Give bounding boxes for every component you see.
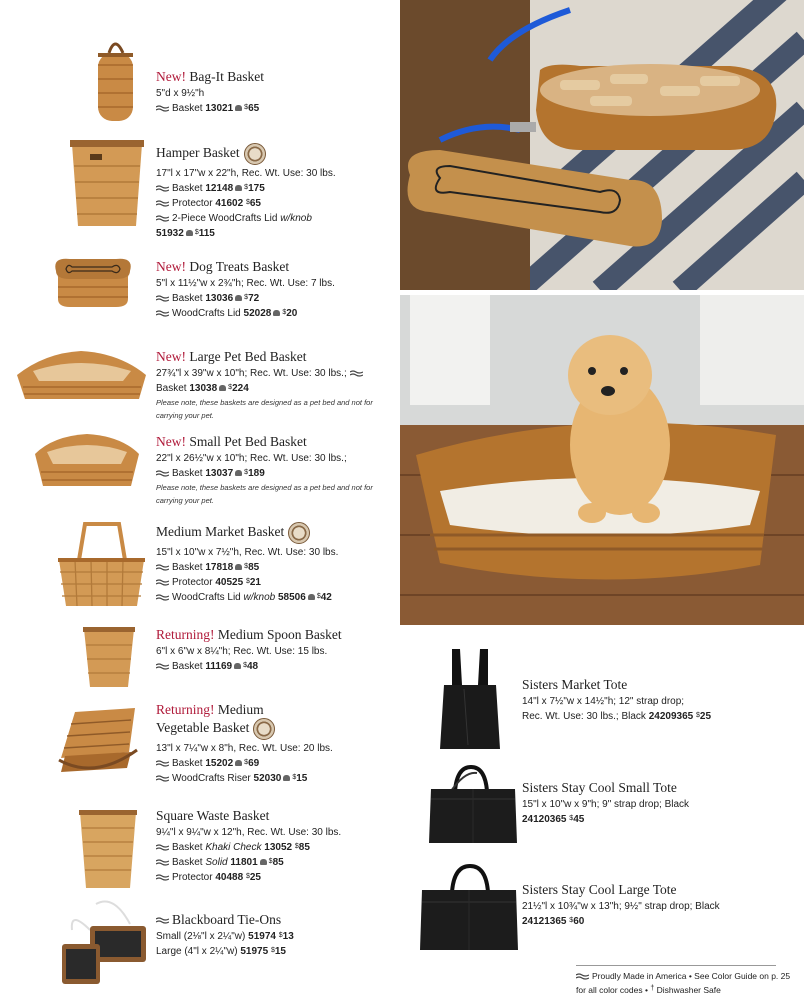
item-code: 58506 xyxy=(278,592,306,603)
seal-icon xyxy=(253,718,275,740)
medium-vegetable-basket-block xyxy=(156,702,333,786)
currency-symbol: $ xyxy=(245,199,250,206)
tote-title: Sisters Stay Cool Small Tote xyxy=(522,780,677,795)
small-pet-bed-basket-block xyxy=(156,434,396,507)
medium-vegetable-basket-image xyxy=(55,702,141,778)
item-code: 13052 xyxy=(264,842,293,853)
item-code: 13036 xyxy=(205,293,234,304)
item-code: 13021 xyxy=(205,103,234,114)
item-code: 13038 xyxy=(189,383,218,394)
item-line xyxy=(156,226,336,241)
tote-details-line2: 24121365 $60 xyxy=(522,916,585,927)
footer-line-3: Dishwasher Safe xyxy=(656,985,721,995)
small-pet-bed-basket-image xyxy=(33,430,141,490)
item-code: 13037 xyxy=(205,468,234,479)
item-line xyxy=(156,181,336,196)
dog-treats-basket-block xyxy=(156,259,335,321)
currency-symbol: $ xyxy=(316,593,321,600)
dishwasher-safe-icon xyxy=(235,105,242,111)
currency-symbol: $ xyxy=(244,294,249,301)
item-price: 85 xyxy=(248,562,260,573)
currency-symbol: $ xyxy=(228,384,233,391)
item-line xyxy=(156,306,335,321)
item-label: WoodCrafts Lid xyxy=(172,592,241,603)
tote-details-line2: 24120365 $45 xyxy=(522,814,585,825)
currency-symbol: $ xyxy=(244,759,249,766)
item-label: Large (4"l x 2¼"w) xyxy=(156,946,238,957)
item-code: 52030 xyxy=(253,773,282,784)
made-in-america-icon xyxy=(156,594,169,601)
item-line xyxy=(156,291,335,306)
tote-title: Sisters Market Tote xyxy=(522,677,628,692)
item-price: 15 xyxy=(296,773,308,784)
currency-symbol: $ xyxy=(245,578,250,585)
made-in-america-icon xyxy=(156,874,169,881)
product-note: Please note, these baskets are designed as a pet bed and not for carrying your pet. xyxy=(156,483,373,505)
item-code: 51975 xyxy=(240,946,269,957)
sisters-market-tote-image xyxy=(438,645,502,753)
sisters-stay-cool-large-tote-block xyxy=(522,882,720,929)
item-label: Basket xyxy=(172,562,203,573)
item-code: 40525 xyxy=(215,577,244,588)
product-dimensions: 27¾"l x 39"w x 10"h; Rec. Wt. Use: 30 lbs.; xyxy=(156,366,396,381)
item-line xyxy=(156,771,333,786)
product-title xyxy=(156,69,264,85)
item-code: 24121365 xyxy=(522,916,567,927)
item-price: 224 xyxy=(232,383,249,394)
item-price: 25 xyxy=(249,872,261,883)
made-in-america-icon xyxy=(156,760,169,767)
dishwasher-safe-icon xyxy=(235,760,242,766)
item-label: 2-Piece WoodCrafts Lid xyxy=(172,213,278,224)
item-price: 65 xyxy=(248,103,260,114)
item-price: 72 xyxy=(248,293,260,304)
item-line xyxy=(156,870,341,885)
item-line xyxy=(156,929,294,944)
currency-symbol: $ xyxy=(244,184,249,191)
item-line xyxy=(156,381,396,396)
title-text: Dog Treats Basket xyxy=(189,259,290,274)
item-code: 40488 xyxy=(215,872,244,883)
made-in-america-icon xyxy=(156,295,169,302)
dog-treats-photo xyxy=(400,0,804,290)
dishwasher-safe-icon xyxy=(234,663,241,669)
puppy-pet-bed-photo xyxy=(400,295,804,625)
made-in-america-icon xyxy=(156,310,169,317)
currency-symbol: $ xyxy=(243,662,247,669)
item-price: 15 xyxy=(274,946,286,957)
currency-symbol: $ xyxy=(282,309,287,316)
item-price: 45 xyxy=(573,814,585,825)
title-text: Blackboard Tie-Ons xyxy=(172,912,282,927)
item-price: 189 xyxy=(248,468,265,479)
hamper-basket-block xyxy=(156,143,336,241)
item-variant: w/knob xyxy=(243,592,276,603)
currency-symbol: $ xyxy=(245,873,250,880)
item-price: 85 xyxy=(272,857,284,868)
dishwasher-safe-icon xyxy=(273,310,280,316)
made-in-america-icon xyxy=(156,844,169,851)
item-code: 51974 xyxy=(248,931,276,942)
title-text: Large Pet Bed Basket xyxy=(189,349,307,364)
made-in-america-icon xyxy=(156,185,169,192)
item-price: 21 xyxy=(249,577,261,588)
footer-line-1: Proudly Made in America • See Color Guide on p. 25 xyxy=(592,971,791,981)
item-label: Basket xyxy=(172,293,203,304)
item-price: 42 xyxy=(320,592,332,603)
product-dimensions: 15"l x 10"w x 7½"h, Rec. Wt. Use: 30 lbs. xyxy=(156,547,339,558)
dagger-mark: † xyxy=(650,985,655,992)
currency-symbol: $ xyxy=(292,774,297,781)
item-variant: Khaki Check xyxy=(205,842,262,853)
item-price: 85 xyxy=(298,842,310,853)
dishwasher-safe-icon xyxy=(308,594,315,600)
medium-spoon-basket-image xyxy=(82,625,136,690)
medium-market-basket-block xyxy=(156,522,338,605)
title-text: Square Waste Basket xyxy=(156,808,270,823)
item-line xyxy=(156,590,338,605)
product-title xyxy=(156,434,396,450)
item-variant: w/knob xyxy=(280,213,312,224)
title-text: Hamper Basket xyxy=(156,145,240,161)
dishwasher-safe-icon xyxy=(235,470,242,476)
item-label: Basket xyxy=(172,661,203,672)
item-price: 20 xyxy=(286,308,298,319)
title-text: Medium Market Basket xyxy=(156,524,285,540)
item-label: Small (2⅛"l x 2¼"w) xyxy=(156,931,246,942)
item-label: Basket xyxy=(172,468,203,479)
made-in-america-icon xyxy=(156,564,169,571)
item-price: 69 xyxy=(248,758,260,769)
product-title xyxy=(156,702,333,740)
item-label: WoodCrafts Lid xyxy=(172,308,241,319)
sisters-stay-cool-small-tote-block xyxy=(522,780,689,827)
currency-symbol: $ xyxy=(270,947,275,954)
title-text: Small Pet Bed Basket xyxy=(189,434,307,449)
item-label: Protector xyxy=(172,872,213,883)
item-label: Protector xyxy=(172,577,213,588)
currency-symbol: $ xyxy=(268,858,273,865)
made-in-america-icon xyxy=(156,663,169,670)
made-in-america-icon xyxy=(156,105,169,112)
item-line xyxy=(156,944,294,959)
product-dimensions: 17"l x 17"w x 22"h, Rec. Wt. Use: 30 lbs. xyxy=(156,168,336,179)
item-price: 25 xyxy=(699,711,712,722)
product-title xyxy=(156,912,294,928)
item-code: 24120365 xyxy=(522,814,567,825)
item-variant: Solid xyxy=(205,857,228,868)
seal-icon xyxy=(288,522,310,544)
title-text: Medium xyxy=(217,702,264,717)
sisters-market-tote-block xyxy=(522,677,711,724)
made-in-america-icon xyxy=(156,215,169,222)
title-highlight: Returning! xyxy=(156,627,215,642)
sisters-stay-cool-small-tote-image xyxy=(425,763,521,845)
item-label: Protector xyxy=(172,198,213,209)
currency-symbol: $ xyxy=(244,563,249,570)
item-code: 52028 xyxy=(243,308,272,319)
tote-details: 21½"l x 10¾"w x 13"h; 9½" strap drop; Black xyxy=(522,901,720,912)
dishwasher-safe-icon xyxy=(235,295,242,301)
item-price: 115 xyxy=(198,228,215,239)
title-highlight: New! xyxy=(156,434,186,449)
currency-symbol: $ xyxy=(244,104,249,111)
title-text-line2: Vegetable Basket xyxy=(156,720,250,736)
item-label: Basket xyxy=(172,842,203,853)
made-in-america-icon xyxy=(156,470,169,477)
item-label: Basket xyxy=(172,857,203,868)
item-code: 12148 xyxy=(205,183,234,194)
item-code: 17818 xyxy=(205,562,234,573)
item-code: 24209365 xyxy=(648,711,694,722)
large-pet-bed-basket-image xyxy=(15,345,148,403)
title-text: Medium Spoon Basket xyxy=(217,627,342,642)
bag-it-basket-block xyxy=(156,69,264,116)
square-waste-basket-image xyxy=(78,808,138,890)
title-highlight: Returning! xyxy=(156,702,215,717)
square-waste-basket-block xyxy=(156,808,341,885)
dishwasher-safe-icon xyxy=(186,230,193,236)
product-dimensions: 5"l x 11½"w x 2¾"h; Rec. Wt. Use: 7 lbs. xyxy=(156,278,335,289)
item-line xyxy=(156,840,341,855)
product-dimensions: 9¼"l x 9¼"w x 12"h, Rec. Wt. Use: 30 lbs. xyxy=(156,827,342,838)
title-highlight: New! xyxy=(156,259,186,274)
made-in-america-icon xyxy=(156,579,169,586)
product-title xyxy=(156,627,342,643)
medium-spoon-basket-block xyxy=(156,627,342,674)
title-text: Bag-It Basket xyxy=(189,69,264,84)
currency-symbol: $ xyxy=(294,843,299,850)
item-price: 13 xyxy=(282,931,294,942)
sisters-stay-cool-large-tote-image xyxy=(418,862,520,952)
item-price: 65 xyxy=(249,198,261,209)
blackboard-tie-ons-image xyxy=(60,900,155,985)
item-label: WoodCrafts Riser xyxy=(172,773,251,784)
currency-symbol: $ xyxy=(244,469,249,476)
made-in-america-icon xyxy=(156,917,169,924)
item-price: 60 xyxy=(573,916,585,927)
item-line xyxy=(156,196,336,211)
made-in-america-icon xyxy=(576,973,589,980)
title-highlight: New! xyxy=(156,349,186,364)
dishwasher-safe-icon xyxy=(235,564,242,570)
dishwasher-safe-icon xyxy=(219,385,226,391)
product-title xyxy=(156,522,338,544)
item-line xyxy=(156,659,342,674)
tote-details: 14"l x 7½"w x 14½"h; 12" strap drop; xyxy=(522,696,685,707)
product-dimensions: 5"d x 9½"h xyxy=(156,88,205,99)
footer-divider xyxy=(576,965,776,966)
made-in-america-icon xyxy=(156,200,169,207)
blackboard-tie-ons-block xyxy=(156,912,294,959)
item-line xyxy=(156,560,338,575)
item-code: 11801 xyxy=(230,857,258,868)
product-dimensions: 22"l x 26½"w x 10"h; Rec. Wt. Use: 30 lbs.; xyxy=(156,453,347,464)
item-price: 175 xyxy=(248,183,265,194)
tote-details-line2: Rec. Wt. Use: 30 lbs.; Black 24209365 $25 xyxy=(522,711,712,722)
tote-title: Sisters Stay Cool Large Tote xyxy=(522,882,677,897)
item-code: 15202 xyxy=(205,758,234,769)
tote-details: 15"l x 10"w x 9"h; 9" strap drop; Black xyxy=(522,799,690,810)
item-code: 41602 xyxy=(215,198,244,209)
footer-legend xyxy=(576,969,790,997)
dishwasher-safe-icon xyxy=(235,185,242,191)
item-line xyxy=(156,855,341,870)
item-line xyxy=(156,466,396,481)
bag-it-basket-image xyxy=(93,35,138,125)
product-dimensions: 6"l x 6"w x 8¼"h; Rec. Wt. Use: 15 lbs. xyxy=(156,646,328,657)
item-code: 11169 xyxy=(205,661,233,672)
dog-treats-basket-image xyxy=(50,255,136,311)
dishwasher-safe-icon xyxy=(283,775,290,781)
currency-symbol: $ xyxy=(194,229,199,236)
item-label: Basket xyxy=(172,183,203,194)
title-highlight: New! xyxy=(156,69,186,84)
footer-line-2: for all color codes • xyxy=(576,985,648,995)
item-line xyxy=(156,756,333,771)
hamper-basket-image xyxy=(68,138,146,228)
medium-market-basket-image xyxy=(55,520,148,608)
product-title xyxy=(156,259,335,275)
made-in-america-icon xyxy=(156,775,169,782)
item-label: Basket xyxy=(156,383,187,394)
product-title xyxy=(156,349,396,365)
product-dimensions: 13"l x 7¼"w x 8"h, Rec. Wt. Use: 20 lbs. xyxy=(156,743,333,754)
product-note: Please note, these baskets are designed as a pet bed and not for carrying your pet. xyxy=(156,398,373,420)
item-label: Basket xyxy=(172,103,203,114)
dishwasher-safe-icon xyxy=(260,859,267,865)
product-title xyxy=(156,143,336,165)
item-code: 51932 xyxy=(156,228,184,239)
made-in-america-icon xyxy=(350,370,363,377)
currency-symbol: $ xyxy=(278,932,283,939)
product-title xyxy=(156,808,341,824)
item-line xyxy=(156,575,338,590)
item-line xyxy=(156,211,336,226)
made-in-america-icon xyxy=(156,859,169,866)
item-line xyxy=(156,101,264,116)
large-pet-bed-basket-block xyxy=(156,349,396,422)
seal-icon xyxy=(244,143,266,165)
item-price: 48 xyxy=(246,661,259,672)
item-label: Basket xyxy=(172,758,203,769)
